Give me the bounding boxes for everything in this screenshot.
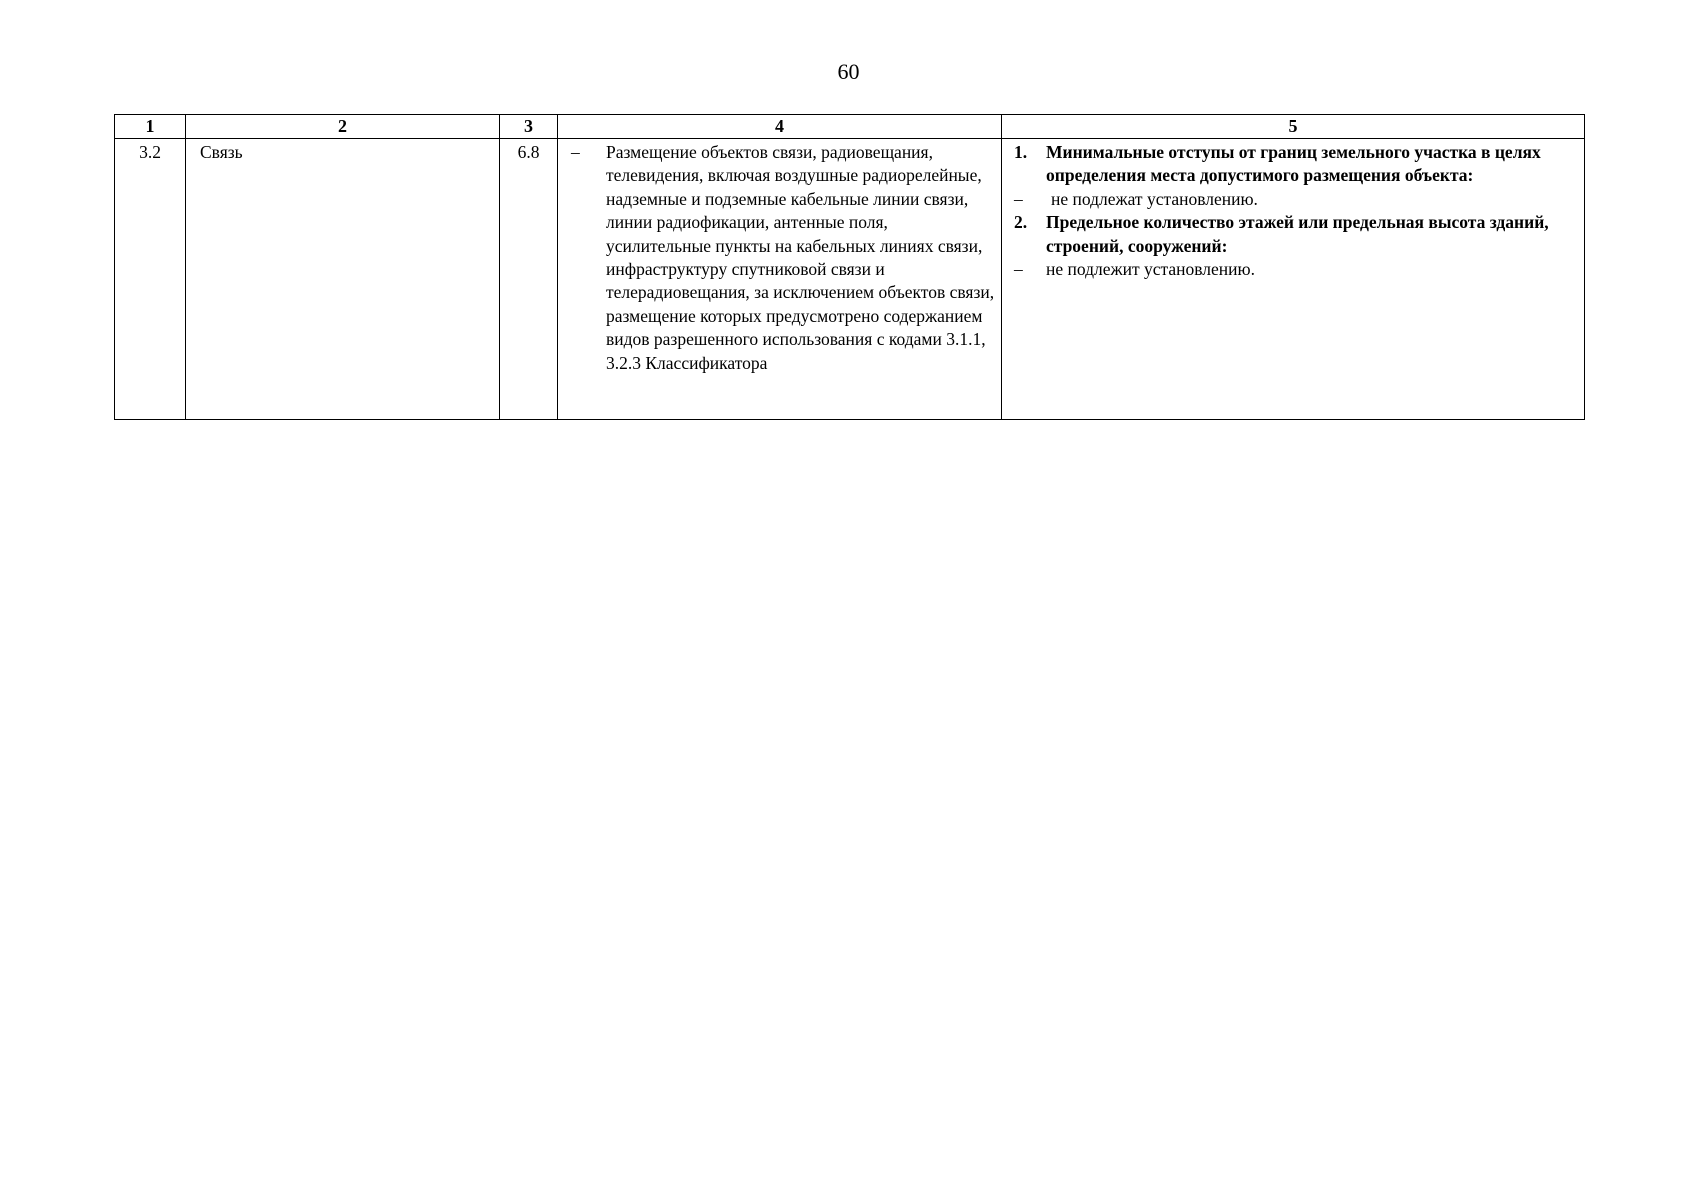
column-header-2: 2 <box>186 115 500 139</box>
param-text: не подлежат установлению. <box>1051 188 1258 209</box>
table-row <box>115 139 1585 420</box>
column-header-5: 5 <box>1002 115 1585 139</box>
param-text: Минимальные отступы от границ земельного участка в целях определения места допустимого размещения объекта: <box>1046 142 1541 186</box>
row-name-cell: Связь <box>186 139 500 420</box>
page-number: 60 <box>837 59 860 84</box>
row-params-cell <box>1002 139 1585 420</box>
param-marker: – <box>1014 259 1023 280</box>
param-marker: 2. <box>1014 212 1028 233</box>
column-header-4: 4 <box>558 115 1002 139</box>
param-marker: 1. <box>1014 142 1028 162</box>
param-heading-floors <box>1014 211 1576 258</box>
row-code-cell: 3.2 <box>115 139 186 420</box>
description-dash: – <box>571 142 580 162</box>
description-text: Размещение объектов связи, радиовещания, телевидения, включая воздушные радиорелейные, надземные и подземные кабельные линии связи, линии радиофикации, антенные поля, усилительные пункты на кабельных линиях связи, инфраструктуру спутниковой связи и телерадиовещания, за исключением объектов связи, размещение которых предусмотрено содержанием видов разрешенного использования с кодами 3.1.1, 3.2.3 Классификатора <box>606 142 995 373</box>
param-text: Предельное количество этажей или предельная высота зданий, строений, сооружений: <box>1046 212 1549 256</box>
row-class-code-cell: 6.8 <box>500 139 558 420</box>
param-value-setbacks <box>1014 188 1576 211</box>
land-use-table <box>114 114 1585 420</box>
row-description-cell <box>558 139 1002 420</box>
param-marker: – <box>1014 188 1023 209</box>
param-heading-setbacks <box>1014 141 1576 188</box>
column-header-1: 1 <box>115 115 186 139</box>
column-header-3: 3 <box>500 115 558 139</box>
param-value-floors <box>1014 258 1576 281</box>
param-text: не подлежит установлению. <box>1046 259 1255 280</box>
description-item <box>558 141 1001 375</box>
table-header-row <box>115 115 1585 139</box>
